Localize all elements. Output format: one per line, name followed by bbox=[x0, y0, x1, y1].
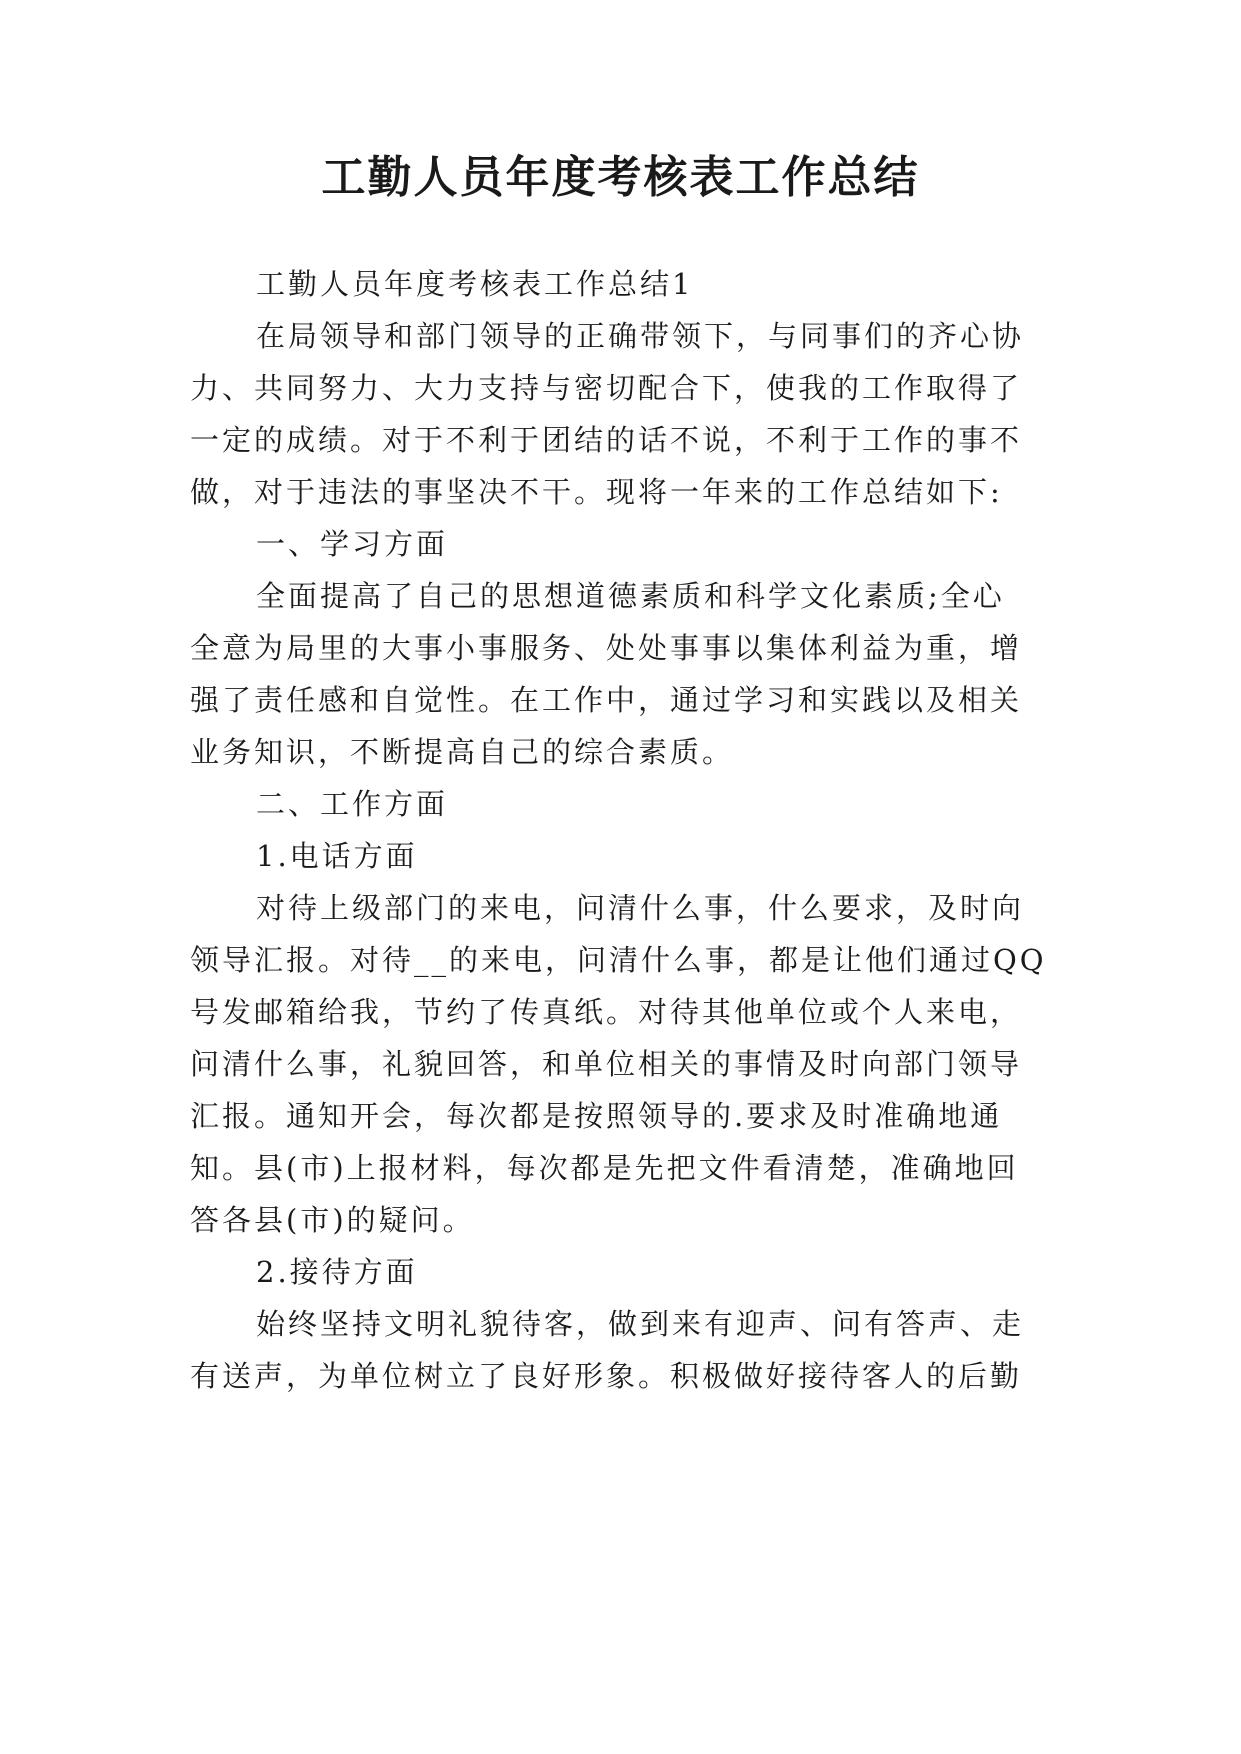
paragraph-line: 一定的成绩。对于不利于团结的话不说，不利于工作的事不 bbox=[190, 423, 1023, 457]
paragraph-line: 全面提高了自己的思想道德素质和科学文化素质;全心 bbox=[256, 579, 1005, 613]
document-title: 工勤人员年度考核表工作总结 bbox=[321, 152, 920, 203]
paragraph-line: 强了责任感和自觉性。在工作中，通过学习和实践以及相关 bbox=[190, 683, 1023, 717]
paragraph-line: 业务知识，不断提高自己的综合素质。 bbox=[190, 735, 735, 769]
paragraph-line: 在局领导和部门领导的正确带领下，与同事们的齐心协 bbox=[256, 319, 1025, 353]
section-heading: 二、工作方面 bbox=[256, 787, 449, 821]
paragraph-line: 汇报。通知开会，每次都是按照领导的.要求及时准确地通 bbox=[190, 1099, 1003, 1133]
section-heading: 一、学习方面 bbox=[256, 527, 449, 561]
paragraph-line: 全意为局里的大事小事服务、处处事事以集体利益为重，增 bbox=[190, 631, 1023, 665]
subsection-heading: 2.接待方面 bbox=[256, 1255, 418, 1289]
paragraph-line: 始终坚持文明礼貌待客，做到来有迎声、问有答声、走 bbox=[256, 1307, 1025, 1341]
paragraph-line: 做，对于违法的事坚决不干。现将一年来的工作总结如下: bbox=[190, 475, 1003, 509]
paragraph-line: 力、共同努力、大力支持与密切配合下，使我的工作取得了 bbox=[190, 371, 1023, 405]
paragraph-line: 领导汇报。对待__的来电，问清什么事，都是让他们通过QQ bbox=[190, 943, 1047, 977]
paragraph-line: 答各县(市)的疑问。 bbox=[190, 1203, 475, 1237]
paragraph-line: 问清什么事，礼貌回答，和单位相关的事情及时向部门领导 bbox=[190, 1047, 1023, 1081]
paragraph-line: 号发邮箱给我，节约了传真纸。对待其他单位或个人来电， bbox=[190, 995, 1023, 1029]
paragraph-line: 对待上级部门的来电，问清什么事，什么要求，及时向 bbox=[256, 891, 1025, 925]
section-heading: 工勤人员年度考核表工作总结1 bbox=[256, 267, 694, 301]
paragraph-line: 知。县(市)上报材料，每次都是先把文件看清楚，准确地回 bbox=[190, 1151, 1019, 1185]
paragraph-line: 有送声，为单位树立了良好形象。积极做好接待客人的后勤 bbox=[190, 1359, 1023, 1393]
subsection-heading: 1.电话方面 bbox=[256, 839, 418, 873]
